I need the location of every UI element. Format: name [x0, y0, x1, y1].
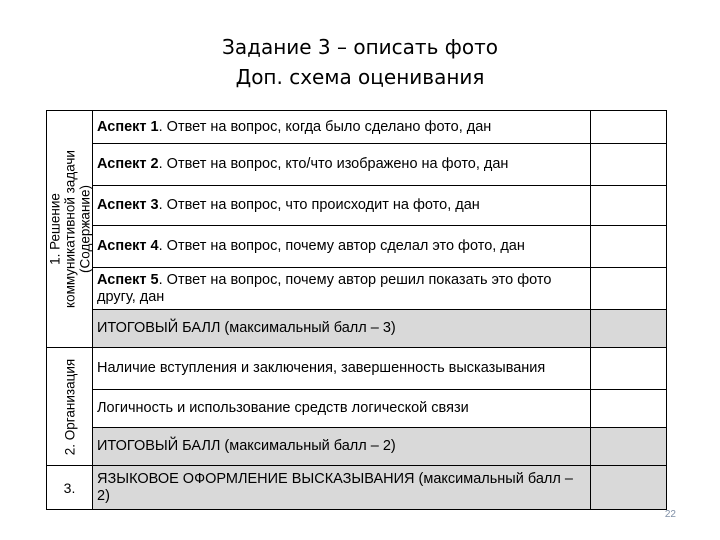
organization-row-2: Логичность и использование средств логической связи — [93, 390, 591, 428]
table-row — [47, 268, 667, 310]
organization-row-1: Наличие вступления и заключения, завершенность высказывания — [93, 348, 591, 390]
aspect-4-cell: Аспект 4. Ответ на вопрос, почему автор сделал это фото, дан — [93, 226, 591, 268]
group-language-label: 3. — [47, 466, 93, 510]
group-content-cell — [47, 111, 93, 348]
table-row — [47, 348, 667, 390]
table-row — [47, 310, 667, 348]
score-cell — [591, 348, 667, 390]
table-row — [47, 111, 667, 144]
score-cell — [591, 310, 667, 348]
aspect-5-cell: Аспект 5. Ответ на вопрос, почему автор решил показать это фото другу, дан — [93, 268, 591, 310]
language-row: ЯЗЫКОВОЕ ОФОРМЛЕНИЕ ВЫСКАЗЫВАНИЯ (максимальный балл – 2) — [93, 466, 591, 510]
table-row — [47, 466, 667, 510]
page-number: 22 — [664, 509, 676, 520]
aspect-3-cell: Аспект 3. Ответ на вопрос, что происходит на фото, дан — [93, 186, 591, 226]
table-row — [47, 390, 667, 428]
score-cell — [591, 226, 667, 268]
score-cell — [591, 268, 667, 310]
aspect-2-cell: Аспект 2. Ответ на вопрос, кто/что изображено на фото, дан — [93, 144, 591, 186]
assessment-table — [46, 110, 667, 510]
group-organization-cell — [47, 348, 93, 466]
aspect-1-cell: Аспект 1. Ответ на вопрос, когда было сделано фото, дан — [93, 111, 591, 144]
table-row — [47, 226, 667, 268]
total-score-content: ИТОГОВЫЙ БАЛЛ (максимальный балл – 3) — [93, 310, 591, 348]
slide-subtitle: Доп. схема оценивания — [235, 65, 485, 89]
table-row — [47, 144, 667, 186]
slide-title: Задание 3 – описать фото — [222, 35, 498, 59]
score-cell — [591, 111, 667, 144]
group-content-label: 1. Решение коммуникативной задачи (Содержание) — [47, 150, 92, 308]
table-row — [47, 428, 667, 466]
score-cell — [591, 466, 667, 510]
table-row — [47, 186, 667, 226]
score-cell — [591, 186, 667, 226]
total-score-organization: ИТОГОВЫЙ БАЛЛ (максимальный балл – 2) — [93, 428, 591, 466]
score-cell — [591, 428, 667, 466]
score-cell — [591, 390, 667, 428]
group-organization-label: 2. Организация — [62, 358, 77, 455]
score-cell — [591, 144, 667, 186]
